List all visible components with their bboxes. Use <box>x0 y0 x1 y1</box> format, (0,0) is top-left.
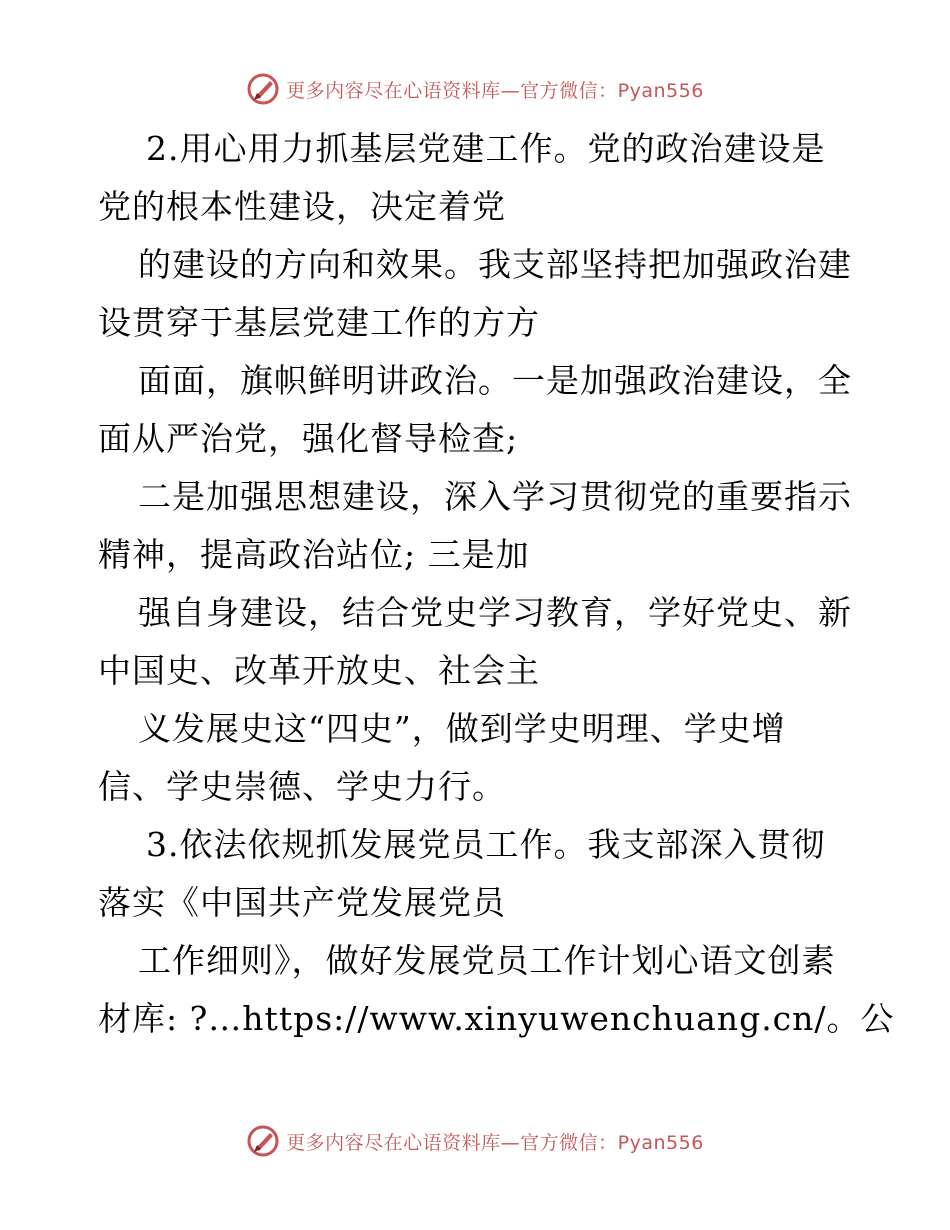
document-body <box>98 120 895 1048</box>
text-line: 强自身建设，结合党史学习教育，学好党史、新 <box>138 593 852 632</box>
text-line: 的建设的方向和效果。我支部坚持把加强政治建 <box>138 245 852 284</box>
text-line: 中国史、改革开放史、社会主 <box>98 651 540 690</box>
text-line: 设贯穿于基层党建工作的方方 <box>98 303 540 342</box>
text-line: 二是加强思想建设，深入学习贯彻党的重要指示 <box>138 477 852 516</box>
text-line: 3.依法依规抓发展党员工作。我支部深入贯彻 <box>146 825 826 864</box>
text-line: 落实《中国共产党发展党员 <box>98 883 506 922</box>
text-line: 2.用心用力抓基层党建工作。党的政治建设是 <box>146 129 826 168</box>
text-line: 精神，提高政治站位; 三是加 <box>98 535 530 574</box>
text-line: 党的根本性建设，决定着党 <box>98 187 506 226</box>
text-line: 面从严治党，强化督导检查; <box>98 419 519 458</box>
pen-logo-icon <box>246 1124 280 1158</box>
text-line: 信、学史崇德、学史力行。 <box>98 767 506 806</box>
watermark-text: 更多内容尽在心语资料库—官方微信：Pyan556 <box>286 1131 704 1154</box>
footer-watermark <box>0 1124 950 1158</box>
text-line: 义发展史这“四史”，做到学史明理、学史增 <box>138 709 786 748</box>
pen-logo-icon <box>246 72 280 106</box>
text-line: 面面，旗帜鲜明讲政治。一是加强政治建设，全 <box>138 361 852 400</box>
header-watermark <box>0 72 950 106</box>
watermark-text: 更多内容尽在心语资料库—官方微信：Pyan556 <box>286 79 704 102</box>
text-line: 材库: ?…https://www.xinyuwenchuang.cn/。公 <box>98 999 895 1038</box>
text-line: 工作细则》，做好发展党员工作计划心语文创素 <box>138 941 836 980</box>
